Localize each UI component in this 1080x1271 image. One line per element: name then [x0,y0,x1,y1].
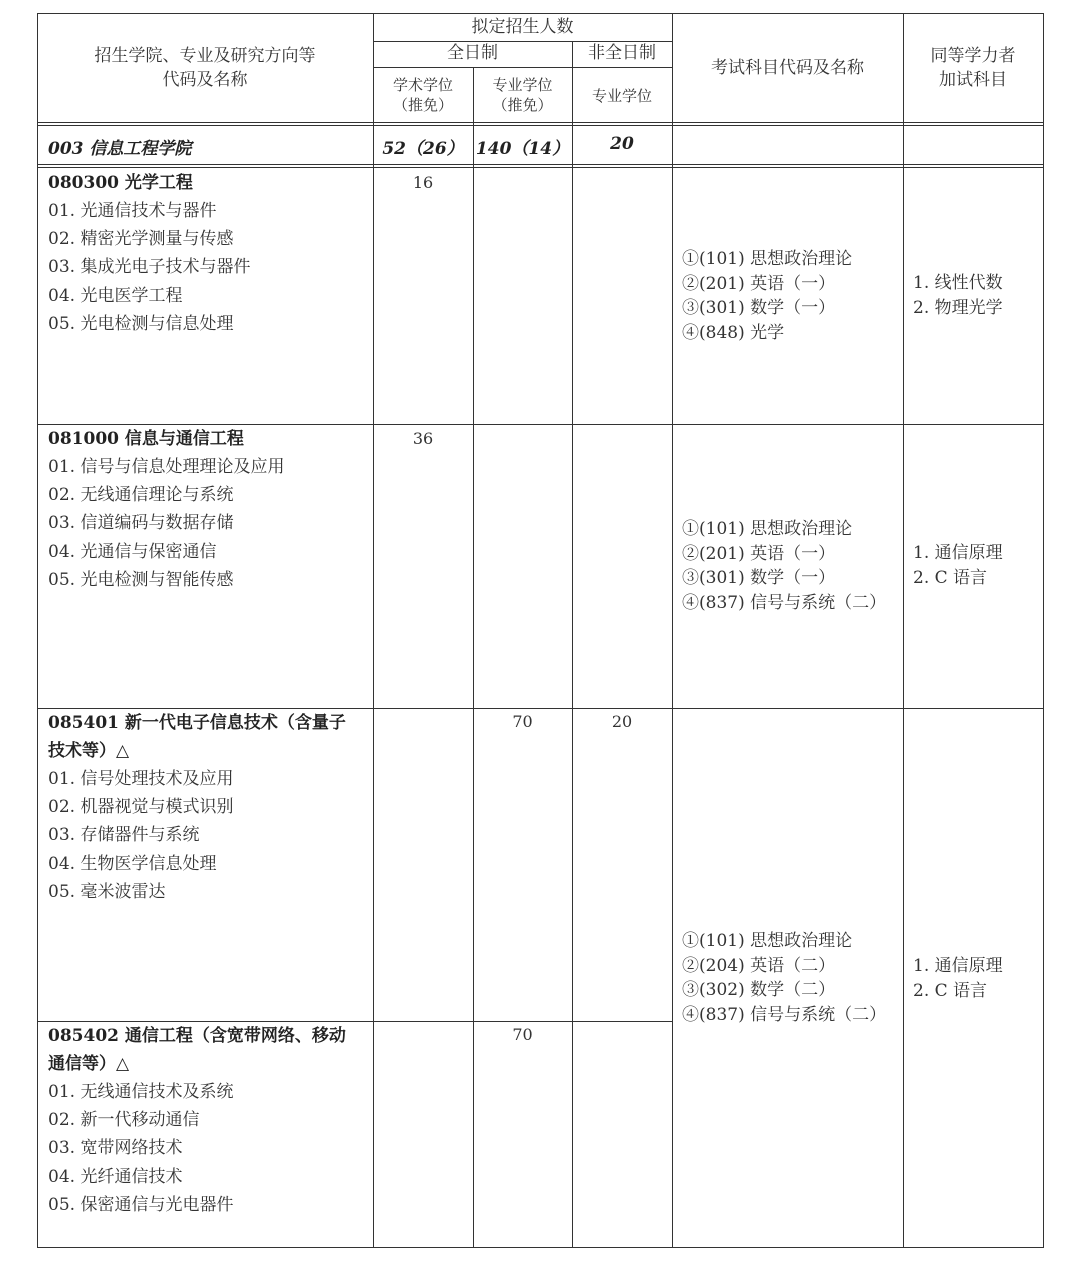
header-professional [473,75,572,115]
exam-subject: ①(101) 思想政治理论 [682,931,853,951]
direction-item: 01. 无线通信技术及系统 [48,1082,234,1102]
exam-subject: ①(101) 思想政治理论 [682,249,853,269]
header-academic-line-1: 学术学位 [392,76,453,94]
header-academic-line-2: （推免） [392,96,453,114]
header-program-line-1: 招生学院、专业及研究方向等 [94,46,316,66]
direction-item: 03. 宽带网络技术 [48,1138,183,1159]
extra-subject: 2. C 语言 [913,980,988,1001]
direction-item: 02. 精密光学测量与传感 [48,229,234,250]
direction-item: 04. 光纤通信技术 [48,1166,183,1187]
header-type-divider [373,67,672,68]
direction-item: 04. 生物医学信息处理 [48,853,217,874]
exam-group-1 [682,247,903,345]
direction-item: 02. 新一代移动通信 [48,1110,200,1131]
col-divider-exam [903,13,904,1248]
program-title-cont: 通信等）△ [48,1054,130,1074]
table-border-bottom [37,1247,1043,1248]
header-professional-line-2: （推免） [492,96,553,114]
program-085402 [48,1022,368,1219]
direction-item: 02. 机器视觉与模式识别 [48,797,234,818]
col-divider-professional [572,41,573,1248]
program-title: 080300 光学工程 [48,173,193,193]
college-professional: 140（14） [475,139,570,159]
table-border-right [1043,13,1044,1248]
col-divider-academic [473,67,474,1248]
header-extra [903,44,1043,92]
program-title: 085401 新一代电子信息技术（含量子 [48,713,346,733]
direction-item: 05. 保密通信与光电器件 [48,1194,234,1215]
exam-group-2 [682,517,903,615]
header-professional-line-1: 专业学位 [492,76,553,94]
college-divider [37,164,1043,165]
direction-item: 05. 毫米波雷达 [48,881,166,902]
header-fulltime: 全日制 [447,43,498,63]
exam-subject: ④(837) 信号与系统（二） [682,1004,887,1025]
header-extra-line-2: 加试科目 [939,70,1007,90]
extra-group-2 [913,541,1043,590]
program-080300 [48,169,368,338]
exam-subject: ②(201) 英语（一） [682,543,836,564]
direction-item: 04. 光电医学工程 [48,285,183,306]
direction-item: 05. 光电检测与智能传感 [48,569,234,590]
program-085401-professional: 70 [512,712,533,731]
table-border-left [37,13,38,1248]
exam-subject: ①(101) 思想政治理论 [682,519,853,539]
header-exam: 考试科目代码及名称 [711,58,864,78]
direction-item: 05. 光电检测与信息处理 [48,313,234,334]
header-program [37,44,373,92]
header-academic [373,75,473,115]
direction-item: 02. 无线通信理论与系统 [48,485,234,506]
program-085402-professional: 70 [512,1025,533,1044]
direction-item: 01. 信号与信息处理理论及应用 [48,457,285,477]
extra-subject: 1. 通信原理 [913,956,1003,976]
exam-group-3 [682,929,903,1027]
col-divider-parttime [672,13,673,1248]
direction-item: 03. 存储器件与系统 [48,825,200,846]
extra-subject: 2. C 语言 [913,567,988,588]
exam-subject: ②(204) 英语（二） [682,955,836,976]
exam-subject: ③(301) 数学（一） [682,568,836,589]
admissions-table [37,13,1043,1248]
program-title: 085402 通信工程（含宽带网络、移动 [48,1026,346,1046]
header-enroll-title: 拟定招生人数 [471,17,574,37]
direction-item: 03. 信道编码与数据存储 [48,513,234,534]
program-085401-parttime: 20 [611,712,633,731]
header-extra-line-1: 同等学力者 [930,46,1016,66]
exam-subject: ③(302) 数学（二） [682,980,836,1001]
college-name: 003 信息工程学院 [48,139,192,159]
extra-subject: 1. 通信原理 [913,543,1003,563]
col-divider-program [373,13,374,1248]
direction-item: 04. 光通信与保密通信 [48,541,217,562]
header-parttime-professional: 专业学位 [591,87,652,105]
exam-subject: ④(837) 信号与系统（二） [682,592,887,613]
program-081000-academic: 36 [412,429,434,448]
extra-group-3 [913,954,1043,1003]
header-program-line-2: 代码及名称 [162,70,248,90]
exam-subject: ④(848) 光学 [682,322,785,343]
header-divider-2 [37,125,1043,126]
extra-subject: 2. 物理光学 [913,297,1003,318]
college-academic: 52（26） [382,139,464,159]
program-085401 [48,709,368,906]
direction-item: 01. 光通信技术与器件 [48,201,217,221]
extra-group-1 [913,271,1043,320]
program-081000 [48,425,368,594]
program-title: 081000 信息与通信工程 [48,429,244,449]
program-080300-academic: 16 [412,173,434,192]
table-border-top [37,13,1043,14]
college-parttime: 20 [610,134,634,154]
direction-item: 01. 信号处理技术及应用 [48,769,234,789]
header-parttime: 非全日制 [588,43,656,63]
header-divider [37,122,1043,123]
extra-subject: 1. 线性代数 [913,273,1003,293]
exam-subject: ③(301) 数学（一） [682,298,836,319]
program-title-cont: 技术等）△ [48,741,130,761]
exam-subject: ②(201) 英语（一） [682,273,836,294]
direction-item: 03. 集成光电子技术与器件 [48,257,251,278]
college-divider-2 [37,167,1043,168]
